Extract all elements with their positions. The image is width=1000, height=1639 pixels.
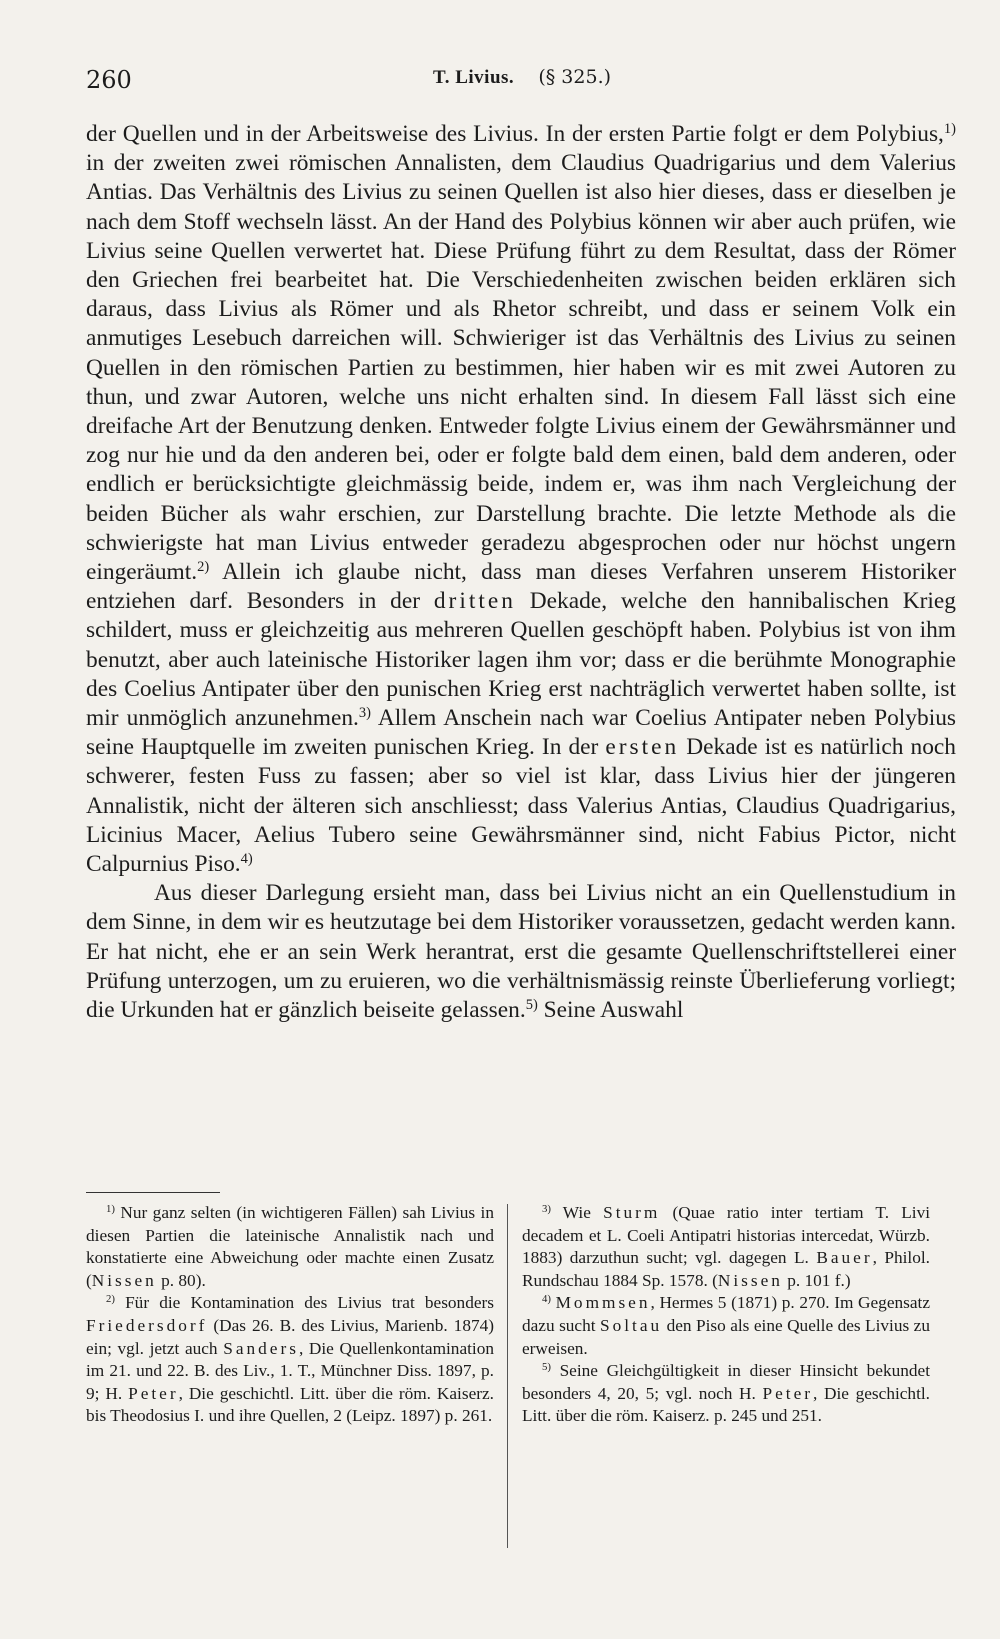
footnote-4 xyxy=(522,1292,930,1360)
page-number: 260 xyxy=(86,66,132,94)
text-run: Dekade ist es natürlich noch schwerer, festen Fuss zu fassen; aber so viel ist klar, dass Livius hier der jüngeren Annalistik, nicht der älteren sich anschliesst; dass Valerius Antias, Claudius Quadrigarius, Licinius Macer, Aelius Tubero seine Gewährsmänner sind, nicht Fabius Pictor, nicht Calpurnius Piso. xyxy=(86,734,956,878)
footnote-ref-3: 3) xyxy=(358,705,371,722)
spaced-word: Friedersdorf xyxy=(86,1315,208,1335)
footnote-1 xyxy=(86,1202,494,1292)
paragraph-1 xyxy=(86,120,956,879)
paragraph-2 xyxy=(86,879,956,1025)
footnote-mark: 2) xyxy=(106,1293,115,1306)
text-run: Nur ganz selten (in wichtigeren Fällen) sah Livius in diesen Partien die lateinische Annalistik nach und konstatierte eine Abweichung oder machte einen Zusatz ( xyxy=(86,1203,494,1290)
running-head-author: T. Livius. xyxy=(432,67,515,88)
text-run: , Philol. Rundschau 1884 Sp. 1578. ( xyxy=(522,1248,930,1290)
footnote-mark: 3) xyxy=(542,1203,551,1216)
footnotes-left-column xyxy=(86,1202,494,1428)
text-run: Für die Kontamination des Livius trat besonders xyxy=(114,1293,494,1313)
text-run: Aus dieser Darlegung ersieht man, dass bei Livius nicht an ein Quellenstudium in dem Sinne, in dem wir es heutzutage bei dem Historiker voraussetzen, gedacht werden kann. Er hat nicht, ehe er an sein Werk herantrat, erst die gesamte Quellenschriftstellerei einer Prüfung unterzogen, um zu eruieren, wo die verhältnismässig reinste Überlieferung vorliegt; die Urkunden hat er gänzlich beiseite gelassen. xyxy=(86,880,956,1024)
spaced-word: Mommsen xyxy=(555,1293,651,1313)
footnote-ref-4: 4) xyxy=(240,851,253,868)
spaced-word: Peter xyxy=(762,1383,814,1403)
spaced-word: Soltau xyxy=(599,1315,663,1335)
text-run: den Piso als eine Quelle des Livius zu erweisen. xyxy=(522,1315,930,1358)
text-run: Allem Anschein nach war Coelius Antipater neben Polybius seine Hauptquelle im zweiten punischen Krieg. In der xyxy=(86,705,956,761)
text-run: in der zweiten zwei römischen Annalisten, dem Claudius Quadrigarius und dem Valerius Antias. Das Verhältnis des Livius zu seinen Quellen ist also hier dieses, dass er dieselben je nach dem Stoff wechseln lässt. An der Hand des Polybius können wir aber auch prüfen, wie Livius seine Quellen verwertet hat. Diese Prüfung führt zu dem Resultat, dass der Römer den Griechen frei bearbeitet hat. Die Verschiedenheiten zwischen beiden erklären sich daraus, dass Livius als Römer und als Rhetor schreibt, und dass er seinem Volk ein anmutiges Lesebuch darreichen will. Schwieriger ist das Verhältnis des Livius zu seinen Quellen in den römischen Partien zu bestimmen, hier haben wir es mit zwei Autoren zu thun, und zwar Autoren, welche uns nicht erhalten sind. In diesem Fall lässt sich eine dreifache Art der Benutzung denken. Entweder folgte Livius einem der Gewährsmänner und zog nur hie und da den anderen bei, oder er folgte bald dem einen, bald dem anderen, oder endlich er berücksichtigte gleichmässig beide, indem er, was ihm nach Vergleichung der beiden Bücher als wahr erschien, zur Darstellung brachte. Die letzte Methode als die schwierigste hat man Livius entweder geradezu abgesprochen oder nur höchst ungern eingeräumt. xyxy=(86,150,956,586)
text-run: Dekade, welche den hannibalischen Krieg schildert, muss er gleichzeitig aus mehreren Quellen geschöpft haben. Polybius ist von ihm benutzt, aber auch lateinische Historiker lagen ihm vor; dass er die berühmte Monographie des Coelius Antipater über den punischen Krieg erst nachträglich verwertet haben sollte, ist mir unmöglich anzunehmen. xyxy=(86,588,956,732)
text-run: , Die geschichtl. Litt. über die röm. Kaiserz. p. 245 und 251. xyxy=(522,1383,930,1426)
text-run: , Die geschichtl. Litt. über die röm. Kaiserz. bis Theodosius I. und ihre Quellen, 2 (Leipz. 1897) p. 261. xyxy=(86,1383,494,1426)
text-run: p. 101 f.) xyxy=(782,1270,851,1290)
footnote-3 xyxy=(522,1202,930,1292)
running-head-section: (§ 325.) xyxy=(538,66,612,88)
footnote-2 xyxy=(86,1292,494,1428)
spaced-word: Bauer xyxy=(816,1248,873,1268)
spaced-word: Nissen xyxy=(91,1270,157,1290)
spaced-word: Nissen xyxy=(717,1270,783,1290)
text-run: , Hermes 5 (1871) p. 270. Im Gegensatz dazu sucht xyxy=(522,1293,930,1335)
footnote-mark: 5) xyxy=(542,1361,551,1374)
text-run: Wie xyxy=(550,1203,604,1222)
page-header xyxy=(86,66,958,100)
main-text xyxy=(86,120,956,1025)
text-run: (Das 26. B. des Livius, Marienb. 1874) ein; vgl. jetzt auch xyxy=(86,1315,494,1358)
footnote-separator xyxy=(86,1192,220,1193)
text-run: , Die Quellenkontamination im 21. und 22. B. des Liv., 1. T., Münchner Diss. 1897, p. 9; H. xyxy=(86,1338,495,1403)
text-run: p. 80). xyxy=(156,1270,206,1290)
footnote-mark: 1) xyxy=(106,1203,115,1216)
spaced-word: dritten xyxy=(433,588,516,615)
spaced-word: Sturm xyxy=(603,1203,661,1222)
text-run: der Quellen und in der Arbeitsweise des Livius. In der ersten Partie folgt er dem Polybius, xyxy=(86,121,944,147)
footnote-ref-2: 2) xyxy=(197,559,210,576)
footnote-ref-1: 1) xyxy=(943,121,956,138)
running-head xyxy=(86,66,958,89)
spaced-word: ersten xyxy=(605,734,680,761)
footnote-ref-5: 5) xyxy=(525,997,538,1014)
footnote-mark: 4) xyxy=(542,1293,551,1306)
footnotes-right-column xyxy=(522,1202,930,1428)
text-run: Allein ich glaube nicht, dass man dieses Verfahren unserem Historiker entziehen darf. Besonders in der xyxy=(86,559,956,615)
text-run: Seine Auswahl xyxy=(537,997,684,1024)
spaced-word: Peter xyxy=(128,1383,179,1403)
text-run: Seine Gleichgültigkeit in dieser Hinsicht bekundet besonders 4, 20, 5; vgl. noch H. xyxy=(522,1361,930,1403)
text-run: (Quae ratio inter tertiam T. Livi decadem et L. Coeli Antipatri historias intercedat, Würzb. 1883) darzuthun sucht; vgl. dagegen L. xyxy=(522,1203,931,1268)
footnote-5 xyxy=(522,1360,930,1428)
spaced-word: Sanders xyxy=(223,1338,299,1358)
footnote-column-divider xyxy=(507,1204,508,1548)
